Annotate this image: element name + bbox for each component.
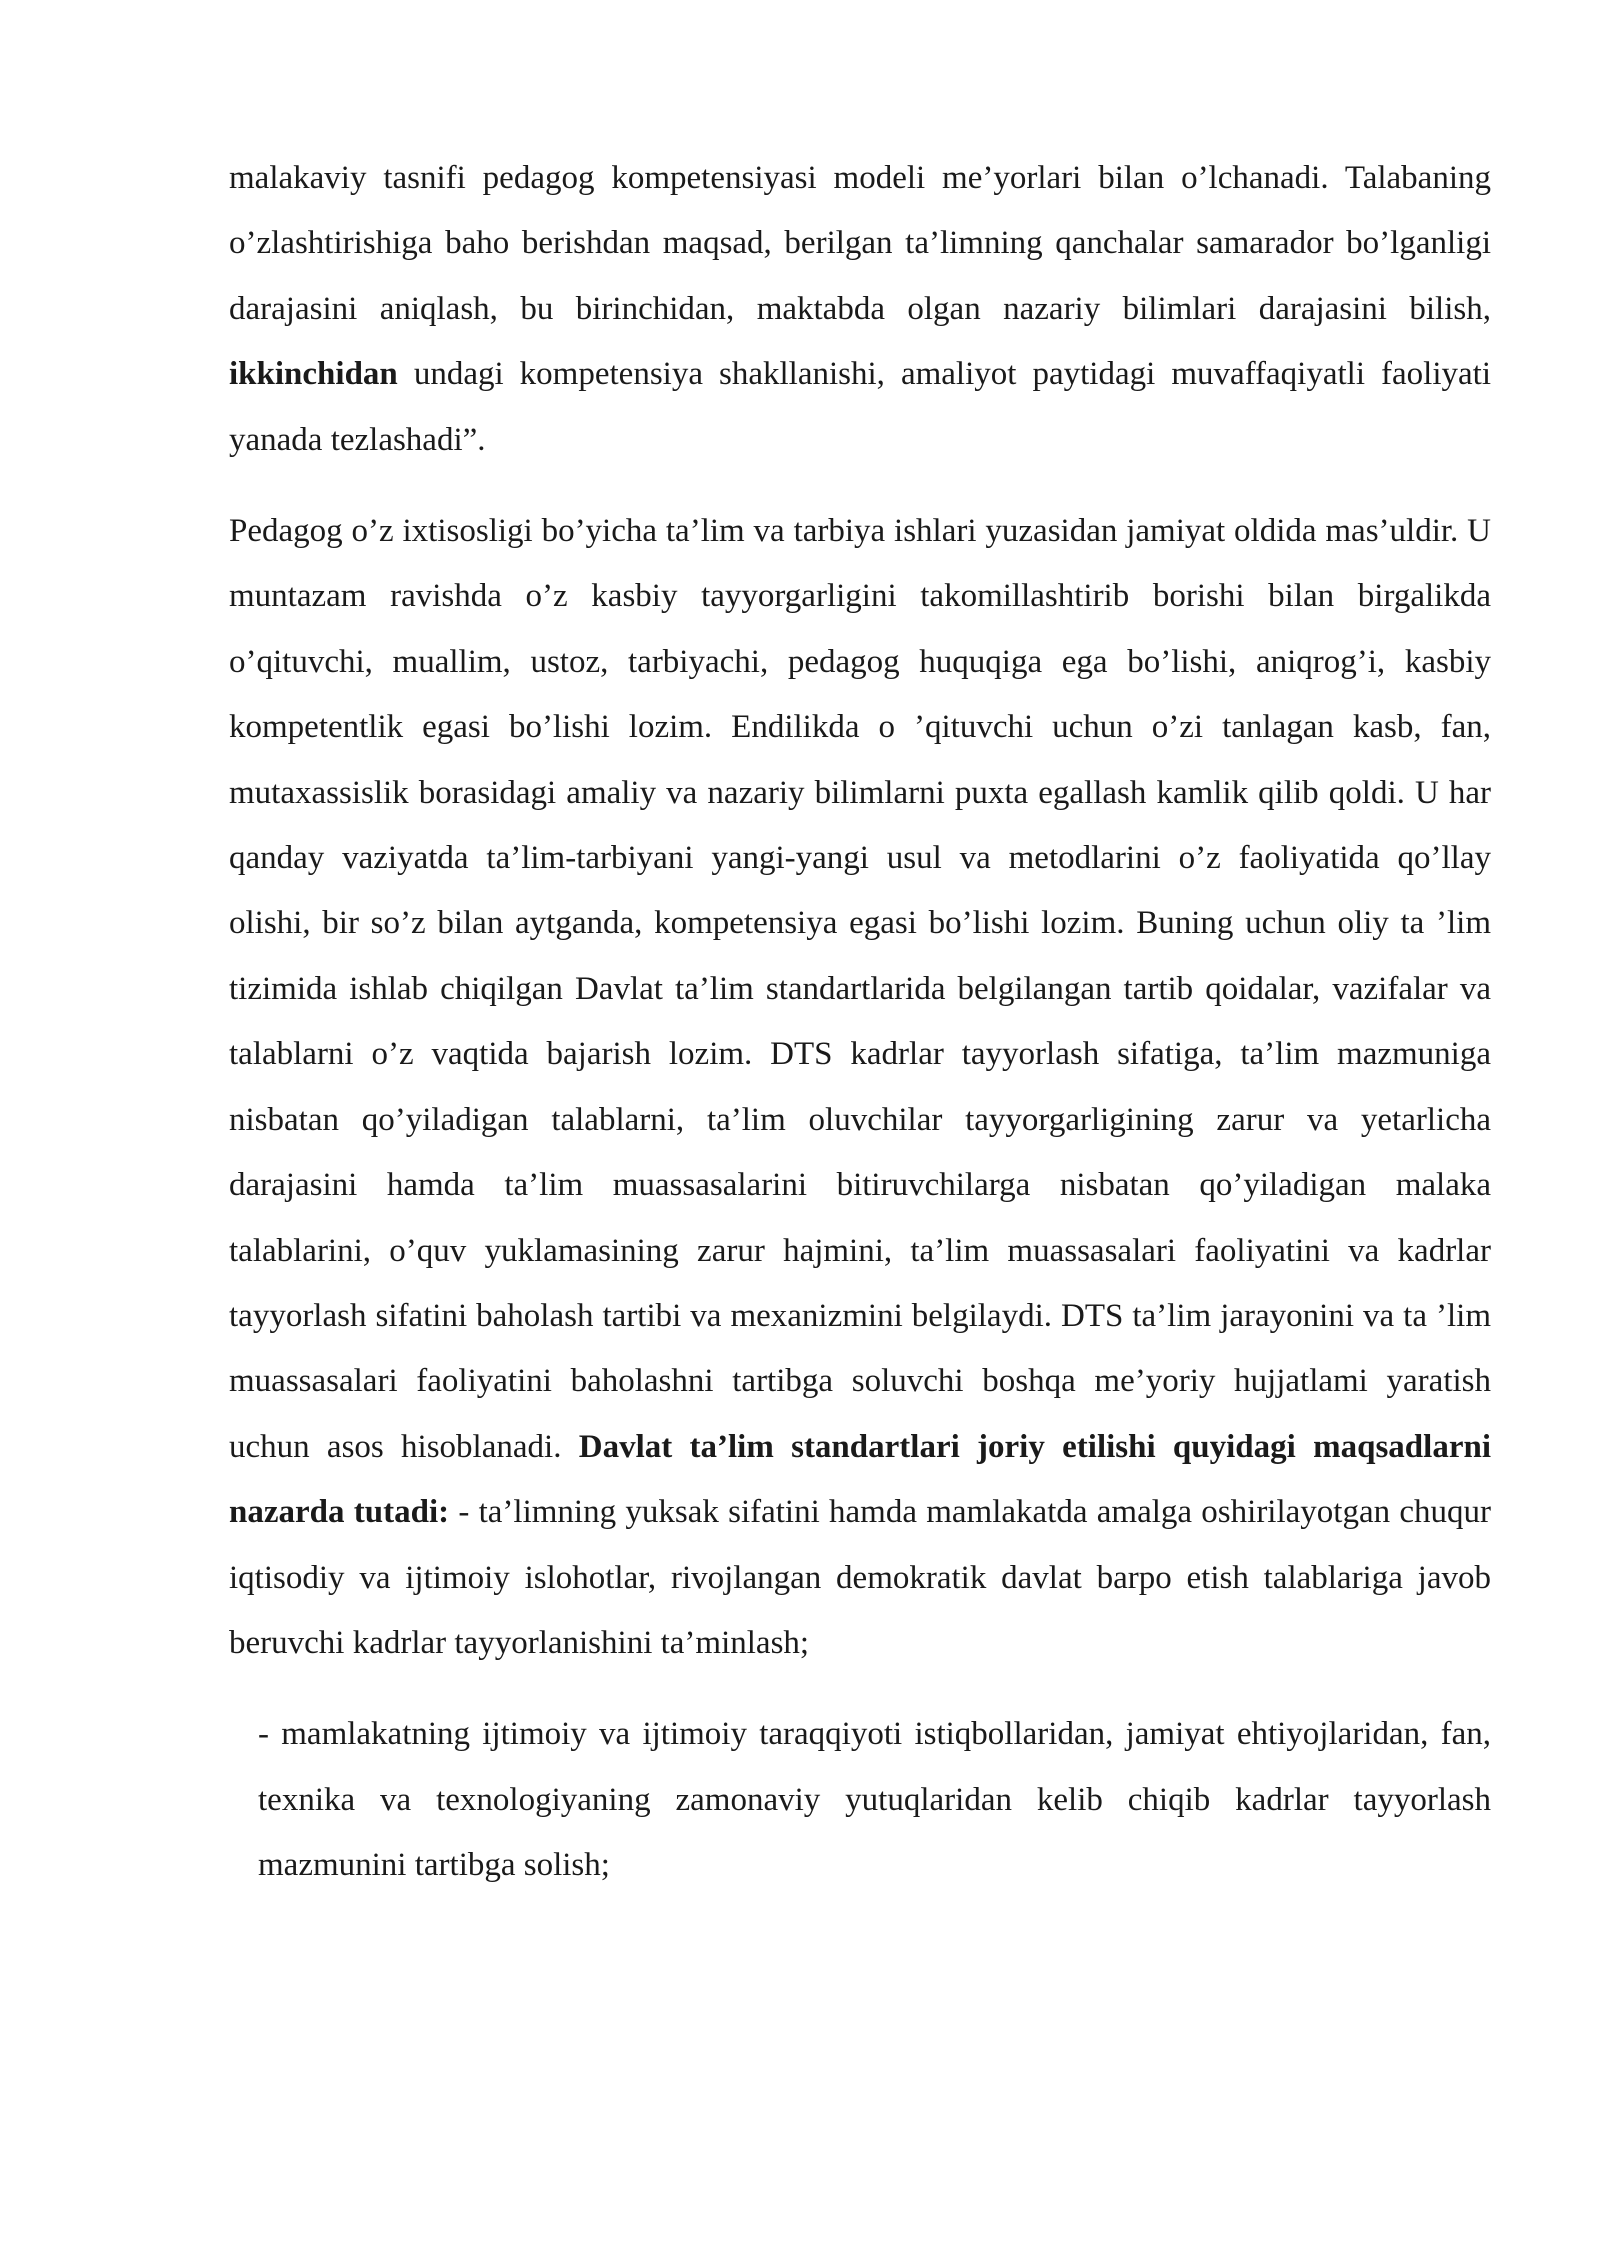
bold-term-ikkinchidan: ikkinchidan (229, 356, 398, 393)
list-item-paragraph (229, 1702, 1491, 1898)
list-item-text: - mamlakatning ijtimoiy va ijtimoiy taraqqiyoti istiqbollaridan, jamiyat ehtiyojlaridan, fan, texnika va texnologiyaning zamonaviy yutuqlaridan kelib chiqib kadrlar tayyorlash mazmunini tartibga solish; (258, 1716, 1491, 1884)
paragraph-text: undagi kompetensiya shakllanishi, amaliyot paytidagi muvaffaqiyatli faoliyati yanada tezlashadi”. (229, 356, 1491, 458)
document-body (229, 146, 1491, 1899)
paragraph-text: malakaviy tasnifi pedagog kompetensiyasi modeli me’yorlari bilan o’lchanadi. Talabaning o’zlashtirishiga baho berishdan maqsad, berilgan ta’limning qanchalar samarador bo’lganligi darajasini aniqlash, bu birinchidan, maktabda olgan nazariy bilimlari darajasini bilish, (229, 160, 1491, 327)
paragraph-competency-assessment (229, 146, 1491, 473)
bold-heading-dts-goals: Davlat ta’lim standartlari joriy etilishi quyidagi maqsadlarni nazarda tutadi: (229, 1428, 1491, 1531)
list-item-text: - ta’limning yuksak sifatini hamda mamlakatda amalga oshirilayotgan chuqur iqtisodiy va ijtimoiy islohotlar, rivojlangan demokratik davlat barpo etish talablariga javob beruvchi kadrlar tayyorlanishini ta’minlash; (229, 1494, 1492, 1661)
paragraph-text: Pedagog o’z ixtisosligi bo’yicha ta’lim va tarbiya ishlari yuzasidan jamiyat oldida mas’uldir. U muntazam ravishda o’z kasbiy tayyorgarligini takomillashtirib borishi bilan birgalikda o’qituvchi, muallim, ustoz, tarbiyachi, pedagog huquqiga ega bo’lishi, aniqrog’i, kasbiy kompetentlik egasi bo’lishi lozim. Endilikda o ’qituvchi uchun o’zi tanlagan kasb, fan, mutaxassislik borasidagi amaliy va nazariy bilimlarni puxta egallash kamlik qilib qoldi. U har qanday vaziyatda ta’lim-tarbiyani yangi-yangi usul va metodlarini o’z faoliyatida qo’llay olishi, bir so’z bilan aytganda, kompetensiya egasi bo’lishi lozim. Buning uchun oliy ta ’lim tizimida ishlab chiqilgan Davlat ta’lim standartlarida belgilangan tartib qoidalar, vazifalar va talablarni o’z vaqtida bajarish lozim. DTS kadrlar tayyorlash sifatiga, ta’lim mazmuniga nisbatan qo’yiladigan talablarni, ta’lim oluvchilar tayyorgarligining zarur va yetarlicha darajasini hamda ta’lim muassasalarini bitiruvchilarga nisbatan qo’yiladigan malaka talablarini, o’quv yuklamasining zarur hajmini, ta’lim muassasalari faoliyatini va kadrlar tayyorlash sifatini baholash tartibi va mexanizmini belgilaydi. DTS ta’lim jarayonini va ta ’lim muassasalari faoliyatini baholashni tartibga soluvchi boshqa me’yoriy hujjatlami yaratish uchun asos hisoblanadi. (229, 513, 1491, 1465)
paragraph-pedagog-responsibility (229, 499, 1491, 1676)
